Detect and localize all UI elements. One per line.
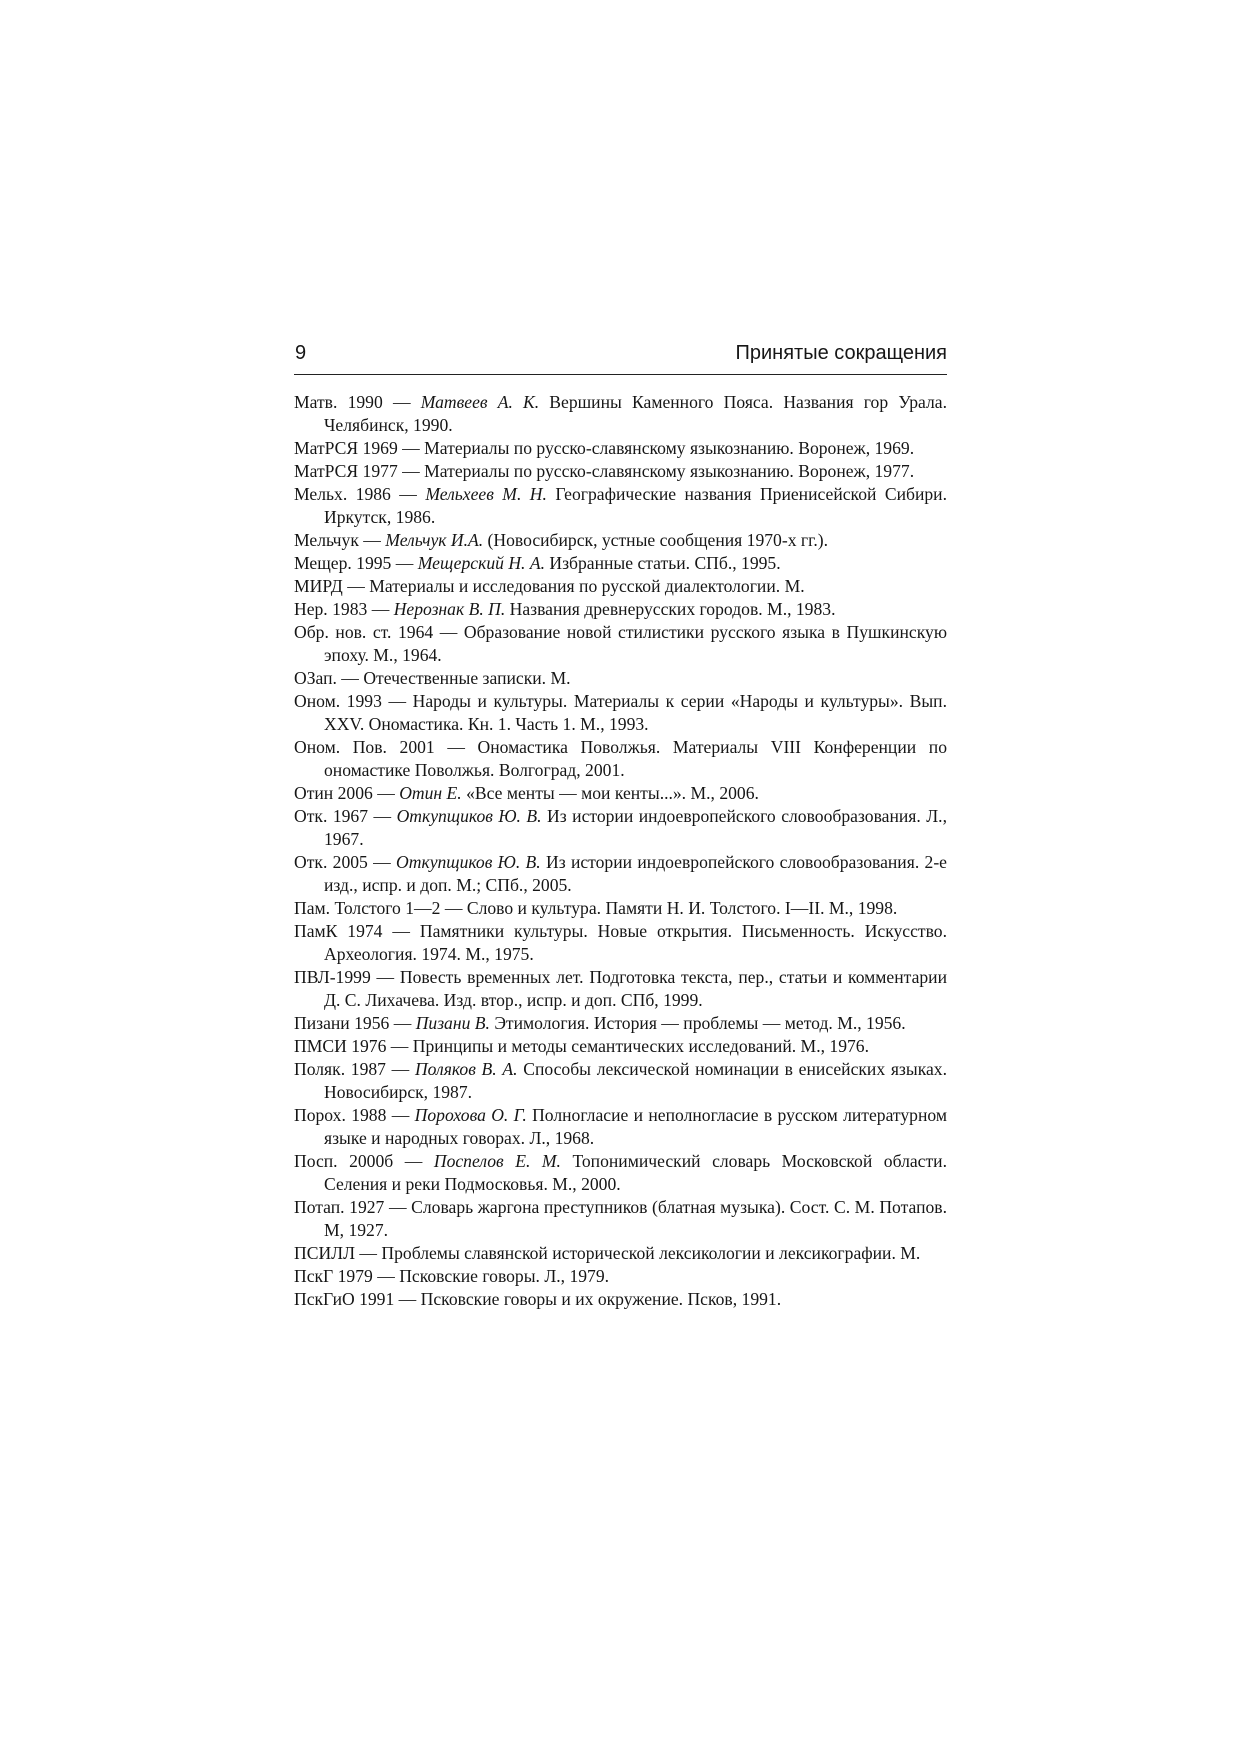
entry-text: Топонимический словарь Московской области. Селения и реки Подмосковья. М., 2000. xyxy=(324,1151,947,1194)
abbreviation-entry xyxy=(294,1150,947,1196)
entry-author: Отин Е. xyxy=(399,783,462,803)
entry-abbreviation: Посп. 2000б — xyxy=(294,1151,434,1171)
entry-text: Избранные статьи. СПб., 1995. xyxy=(544,553,781,573)
entry-text: Способы лексической номинации в енисейских языках. Новосибирск, 1987. xyxy=(324,1059,947,1102)
entry-abbreviation: МатРСЯ 1969 — xyxy=(294,438,425,458)
abbreviation-entry xyxy=(294,1242,947,1265)
entry-text: Полногласие и неполногласие в русском литературном языке и народных говорах. Л., 1968. xyxy=(324,1105,947,1148)
abbreviation-entry xyxy=(294,552,947,575)
entry-author: Поляков В. А. xyxy=(414,1059,518,1079)
entry-abbreviation: Нер. 1983 — xyxy=(294,599,394,619)
entry-text: Географические названия Приенисейской Сибири. Иркутск, 1986. xyxy=(324,484,947,527)
entry-author: Мельчук И.А. xyxy=(385,530,484,550)
entry-abbreviation: Мещер. 1995 — xyxy=(294,553,418,573)
entry-author: Порохова О. Г. xyxy=(414,1105,527,1125)
entry-abbreviation: ПМСИ 1976 — xyxy=(294,1036,413,1056)
abbreviation-entry xyxy=(294,1012,947,1035)
entry-author: Мельхеев М. Н. xyxy=(425,484,547,504)
entry-abbreviation: ПскГ 1979 — xyxy=(294,1266,400,1286)
entry-text: Из истории индоевропейского словообразования. Л., 1967. xyxy=(324,806,947,849)
abbreviation-entry xyxy=(294,1265,947,1288)
abbreviation-entry xyxy=(294,1196,947,1242)
entry-abbreviation: ПВЛ-1999 — xyxy=(294,967,400,987)
entry-abbreviation: ПскГиО 1991 — xyxy=(294,1289,421,1309)
entry-abbreviation: Поляк. 1987 — xyxy=(294,1059,415,1079)
entry-abbreviation: Матв. 1990 — xyxy=(294,392,421,412)
entry-abbreviation: Пам. Толстого 1—2 — xyxy=(294,898,467,918)
entry-text: Образование новой стилистики русского языка в Пушкинскую эпоху. М., 1964. xyxy=(324,622,947,665)
entry-text: Народы и культуры. Материалы к серии «Народы и культуры». Вып. XXV. Ономастика. Кн. 1. Часть 1. М., 1993. xyxy=(324,691,948,734)
entry-author: Поспелов Е. М. xyxy=(433,1151,561,1171)
entry-text: Названия древнерусских городов. М., 1983. xyxy=(505,599,836,619)
abbreviation-list xyxy=(294,391,947,1311)
entry-abbreviation: МатРСЯ 1977 — xyxy=(294,461,425,481)
entry-abbreviation: ОЗап. — xyxy=(294,668,364,688)
entry-abbreviation: Оном. 1993 — xyxy=(294,691,413,711)
abbreviation-entry xyxy=(294,851,947,897)
entry-text: Материалы по русско-славянскому языкознанию. Воронеж, 1977. xyxy=(424,461,915,481)
entry-abbreviation: Мельх. 1986 — xyxy=(294,484,426,504)
entry-abbreviation: Отин 2006 — xyxy=(294,783,400,803)
abbreviation-entry xyxy=(294,460,947,483)
entry-text: Повесть временных лет. Подготовка текста, пер., статьи и комментарии Д. С. Лихачева. Изд. втор., испр. и доп. СПб, 1999. xyxy=(324,967,948,1010)
abbreviation-entry xyxy=(294,667,947,690)
entry-abbreviation: МИРД — xyxy=(294,576,370,596)
entry-text: Материалы по русско-славянскому языкознанию. Воронеж, 1969. xyxy=(424,438,915,458)
entry-abbreviation: Оном. Пов. 2001 — xyxy=(294,737,478,757)
abbreviation-entry xyxy=(294,690,947,736)
abbreviation-entry xyxy=(294,1035,947,1058)
page-header xyxy=(294,340,947,375)
entry-text: Словарь жаргона преступников (блатная музыка). Сост. С. М. Потапов. М, 1927. xyxy=(324,1197,947,1240)
entry-text: Псковские говоры и их окружение. Псков, 1991. xyxy=(420,1289,782,1309)
entry-author: Нерознак В. П. xyxy=(393,599,506,619)
abbreviation-entry xyxy=(294,1104,947,1150)
entry-text: Проблемы славянской исторической лексикологии и лексикографии. М. xyxy=(381,1243,921,1263)
abbreviation-entry xyxy=(294,920,947,966)
entry-author: Матвеев А. К. xyxy=(420,392,540,412)
entry-abbreviation: Мельчук — xyxy=(294,530,386,550)
abbreviation-entry xyxy=(294,391,947,437)
abbreviation-entry xyxy=(294,782,947,805)
entry-text: Отечественные записки. М. xyxy=(363,668,571,688)
entry-text: Вершины Каменного Пояса. Названия гор Урала. Челябинск, 1990. xyxy=(324,392,947,435)
entry-text: Этимология. История — проблемы — метод. М., 1956. xyxy=(489,1013,906,1033)
entry-text: Материалы и исследования по русской диалектологии. М. xyxy=(369,576,805,596)
abbreviation-entry xyxy=(294,575,947,598)
entry-text: Из истории индоевропейского словообразования. 2-е изд., испр. и доп. М.; СПб., 2005. xyxy=(324,852,947,895)
abbreviation-entry xyxy=(294,805,947,851)
entry-text: (Новосибирск, устные сообщения 1970-х гг.). xyxy=(483,530,828,550)
abbreviation-entry xyxy=(294,897,947,920)
abbreviation-entry xyxy=(294,621,947,667)
entry-author: Откупщиков Ю. В. xyxy=(396,806,542,826)
abbreviation-entry xyxy=(294,736,947,782)
abbreviation-entry xyxy=(294,966,947,1012)
entry-text: Памятники культуры. Новые открытия. Письменность. Искусство. Археология. 1974. М., 1975. xyxy=(324,921,947,964)
entry-author: Пизани В. xyxy=(415,1013,490,1033)
abbreviation-entry xyxy=(294,598,947,621)
abbreviation-entry xyxy=(294,529,947,552)
abbreviation-entry xyxy=(294,483,947,529)
entry-text: Ономастика Поволжья. Материалы VIII Конференции по ономастике Поволжья. Волгоград, 2001. xyxy=(324,737,947,780)
running-title: Принятые сокращения xyxy=(735,342,947,364)
abbreviation-entry xyxy=(294,1288,947,1311)
entry-abbreviation: Отк. 1967 — xyxy=(294,806,397,826)
entry-abbreviation: Пизани 1956 — xyxy=(294,1013,416,1033)
entry-text: Принципы и методы семантических исследований. М., 1976. xyxy=(412,1036,869,1056)
entry-abbreviation: Потап. 1927 — xyxy=(294,1197,412,1217)
entry-abbreviation: Порох. 1988 — xyxy=(294,1105,415,1125)
entry-abbreviation: Отк. 2005 — xyxy=(294,852,397,872)
entry-text: «Все менты — мои кенты...». М., 2006. xyxy=(461,783,759,803)
abbreviation-entry xyxy=(294,437,947,460)
entry-author: Откупщиков Ю. В. xyxy=(396,852,541,872)
page-number: 9 xyxy=(295,342,307,364)
entry-author: Мещерский Н. А. xyxy=(417,553,545,573)
entry-text: Слово и культура. Памяти Н. И. Толстого. I—II. М., 1998. xyxy=(466,898,898,918)
abbreviation-entry xyxy=(294,1058,947,1104)
entry-abbreviation: ПСИЛЛ — xyxy=(294,1243,382,1263)
entry-abbreviation: Обр. нов. ст. 1964 — xyxy=(294,622,464,642)
entry-abbreviation: ПамК 1974 — xyxy=(294,921,420,941)
entry-text: Псковские говоры. Л., 1979. xyxy=(399,1266,610,1286)
